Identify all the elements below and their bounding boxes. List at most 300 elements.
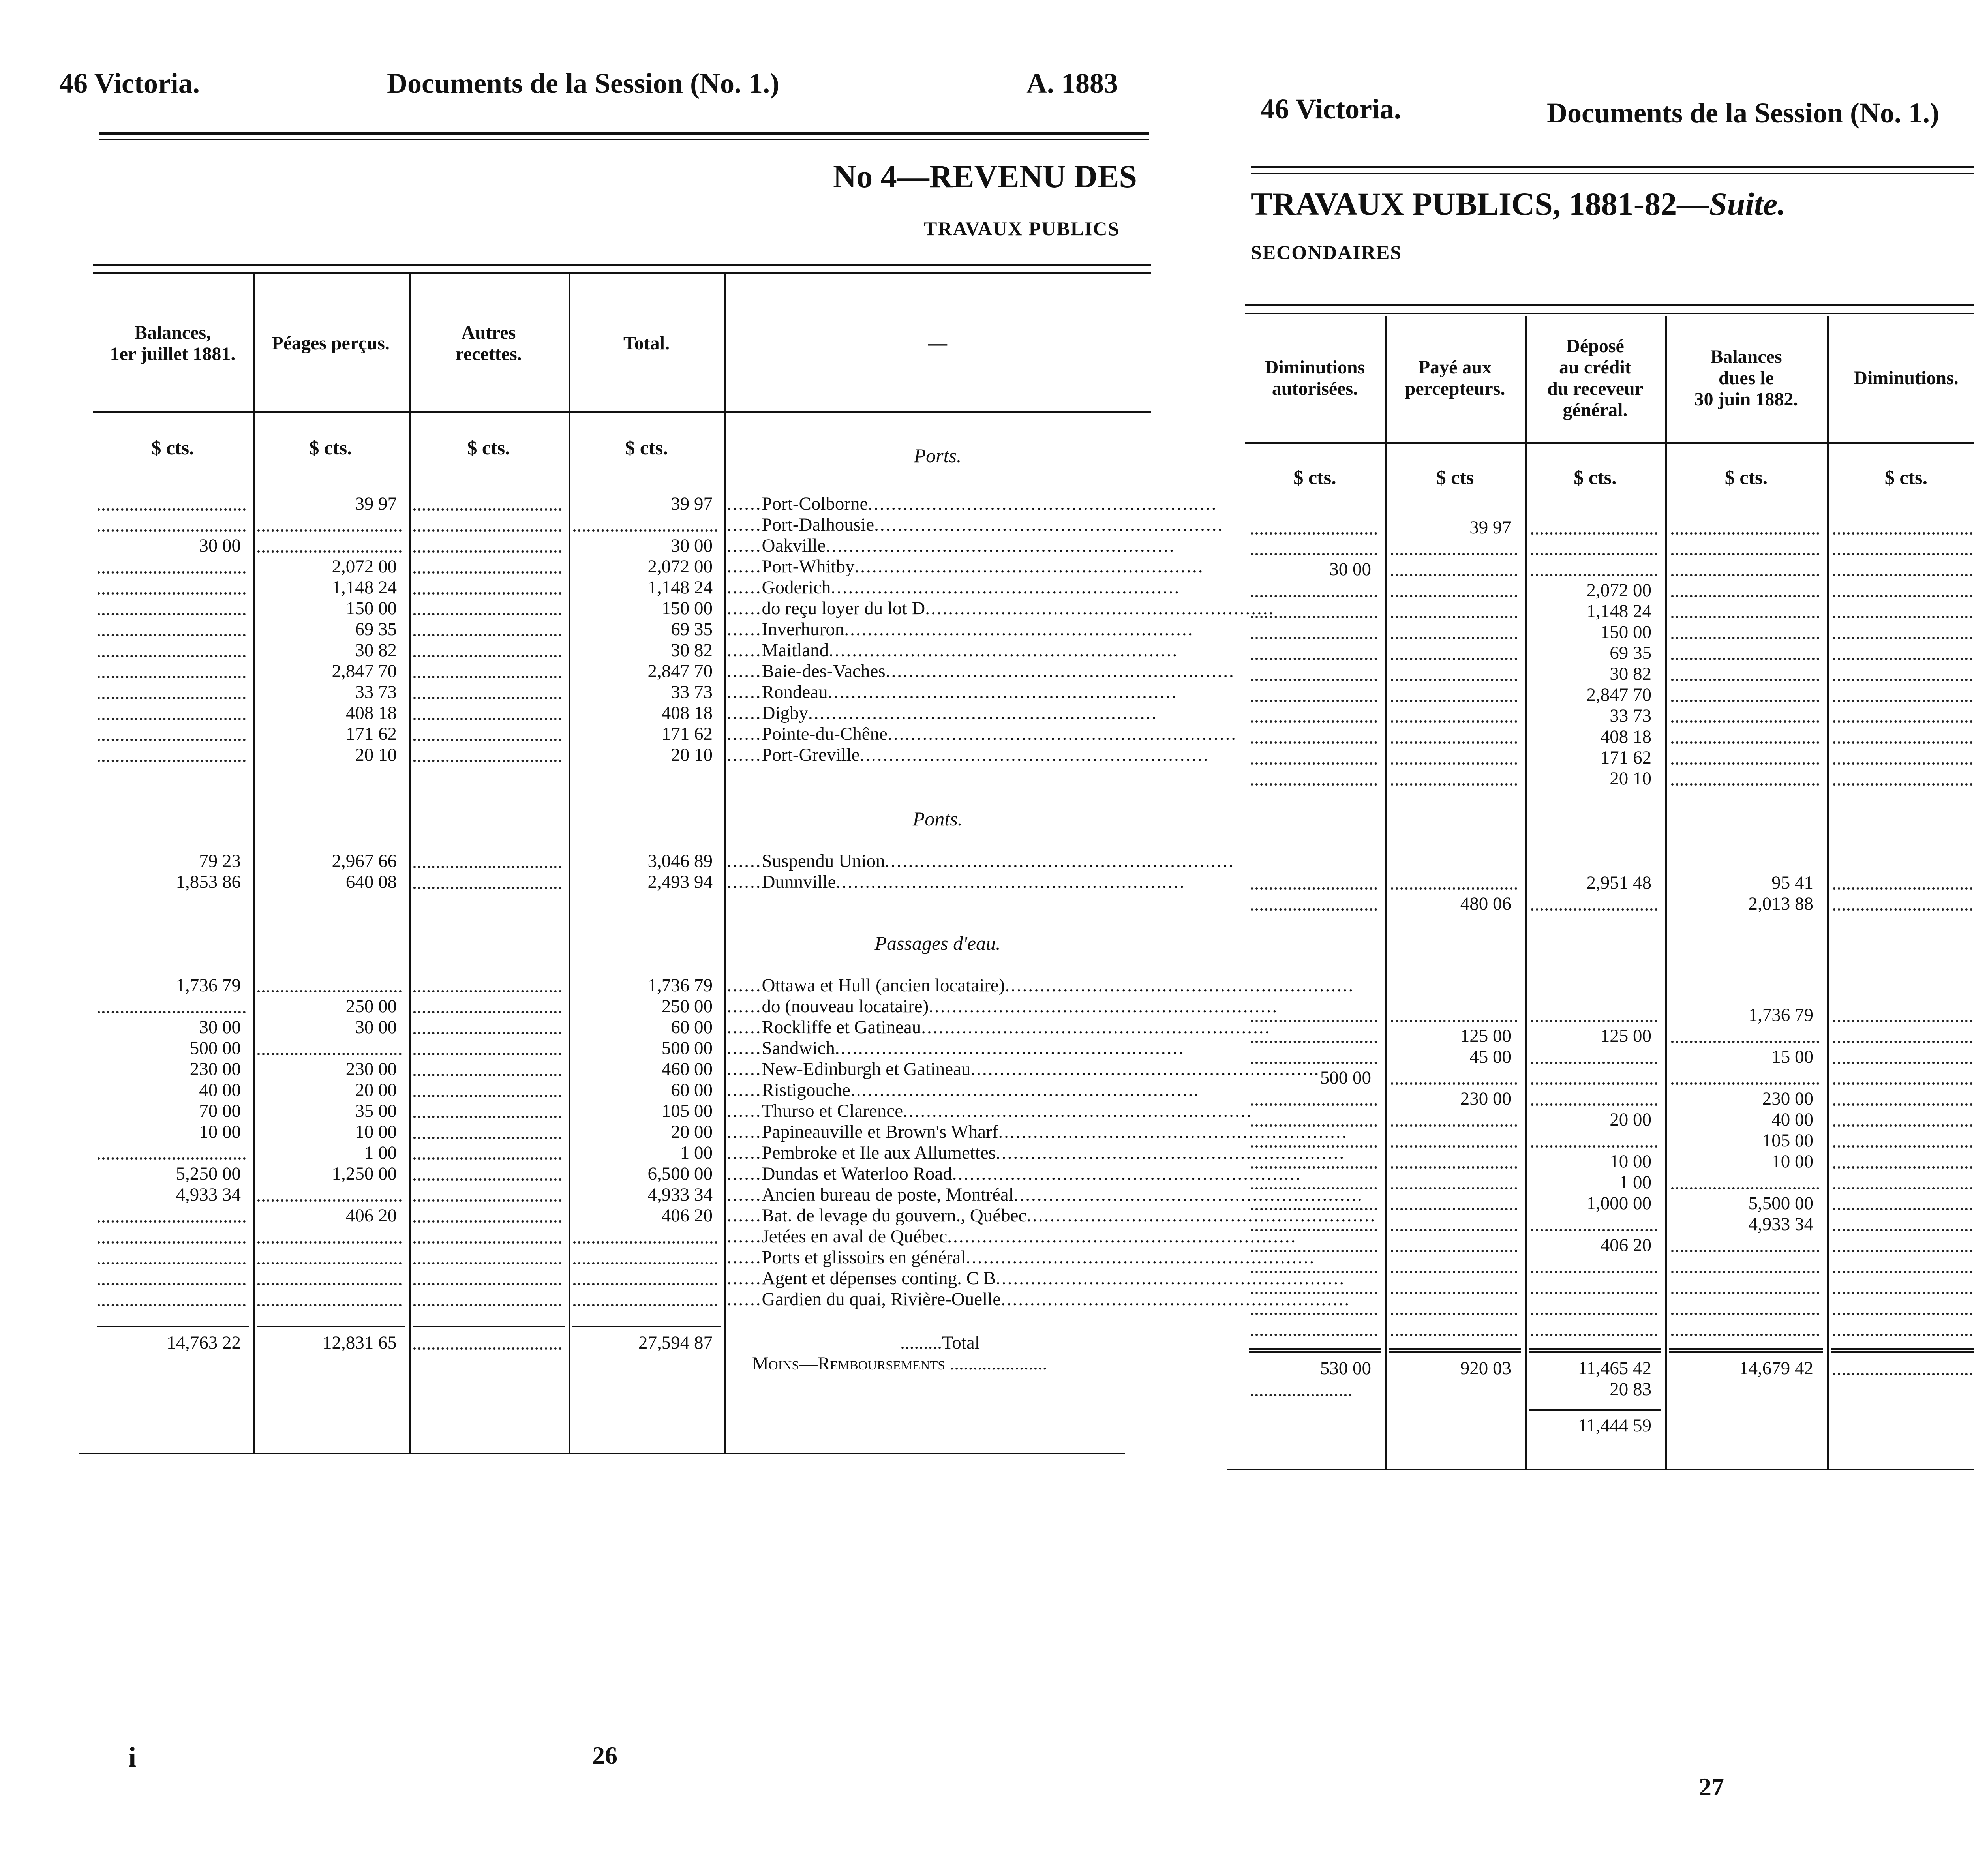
- right-dot-leader: [1251, 658, 1377, 660]
- left-table-cell: 1,148 24: [332, 577, 397, 598]
- right-dot-leader: [1251, 1229, 1377, 1231]
- left-total-cell: 12,831 65: [323, 1332, 397, 1353]
- right-dot-leader: [1833, 1229, 1974, 1231]
- right-table-cell: 171 62: [1600, 747, 1651, 768]
- left-row-leader: ......: [727, 535, 762, 556]
- left-row-leader: ......: [727, 703, 762, 723]
- left-row-leader: ......: [727, 975, 762, 996]
- left-table-top-rule-2: [93, 272, 1151, 274]
- left-table-cell: 35 00: [355, 1101, 397, 1121]
- left-total-rule: [572, 1323, 721, 1327]
- left-dot-leader: [98, 676, 246, 678]
- left-section-label: Passages d'eau.: [874, 932, 1001, 954]
- right-table-top-rule: [1245, 304, 1974, 306]
- right-dot-leader: [1251, 700, 1377, 702]
- right-dot-leader: [1391, 1334, 1517, 1336]
- right-dot-leader: [1251, 637, 1377, 639]
- left-row-label-text: Suspendu Union: [762, 851, 885, 871]
- left-dot-leader: [413, 1137, 561, 1139]
- right-dot-leader: [1671, 1082, 1819, 1085]
- left-table-cell: 1 00: [680, 1142, 713, 1163]
- right-dot-leader: [1391, 887, 1517, 890]
- left-total-leader: .........: [900, 1332, 942, 1353]
- left-row-label-text: Sandwich: [762, 1038, 835, 1058]
- right-page: [1172, 0, 1974, 1876]
- right-dot-leader: [1391, 741, 1517, 744]
- right-table-cell: 125 00: [1460, 1026, 1511, 1046]
- left-table-cell: 406 20: [661, 1205, 713, 1226]
- right-dot-leader: [1251, 1103, 1377, 1106]
- right-dot-leader: [1391, 700, 1517, 702]
- left-row-leader: ............................................................: [1001, 1289, 1351, 1309]
- left-row-leader: ......: [727, 1289, 762, 1309]
- right-net-depose-cell: 11,444 59: [1578, 1415, 1651, 1436]
- left-row-label-text: Papineauville et Brown's Wharf: [762, 1122, 998, 1142]
- right-column-header: Balances dues le 30 juin 1882.: [1694, 346, 1798, 410]
- right-dot-leader: [1833, 616, 1974, 618]
- left-row-label: [727, 1163, 1302, 1184]
- right-header-rule: [1251, 166, 1974, 168]
- right-dot-leader: [1251, 720, 1377, 723]
- left-dot-leader: [413, 655, 561, 657]
- left-row-label-text: Rockliffe et Gatineau: [762, 1017, 921, 1037]
- left-header-rule: [99, 132, 1149, 135]
- right-dot-leader: [1251, 783, 1377, 786]
- right-dot-leader: [1833, 658, 1974, 660]
- left-table-cell: 20 10: [671, 745, 713, 765]
- left-table-cell: 20 00: [671, 1122, 713, 1142]
- right-table-cell: 480 06: [1460, 893, 1511, 914]
- right-dot-leader: [1671, 1250, 1819, 1252]
- left-table-cell: 1,736 79: [647, 975, 713, 996]
- left-dot-leader: [413, 550, 561, 553]
- left-row-label: [727, 1101, 1253, 1122]
- right-dot-leader: [1251, 741, 1377, 744]
- left-row-label: [727, 872, 1186, 893]
- left-table-cell: 2,072 00: [647, 556, 713, 577]
- left-table-cell: 60 00: [671, 1017, 713, 1037]
- left-row-leader: ......: [727, 640, 762, 660]
- left-table-cell: 500 00: [661, 1038, 713, 1058]
- right-dot-leader: [1833, 741, 1974, 744]
- right-dot-leader: [1833, 1292, 1974, 1294]
- left-row-leader: ............................................................: [998, 1122, 1348, 1142]
- left-row-leader: ............................................................: [885, 661, 1235, 681]
- left-row-leader: ............................................................: [850, 1080, 1200, 1100]
- left-dot-leader: [413, 887, 561, 889]
- left-table-cell: 230 00: [345, 1059, 397, 1079]
- left-row-leader: ............................................................: [1026, 1205, 1376, 1226]
- left-table-cell: 30 00: [199, 535, 241, 556]
- right-table-cell: 406 20: [1600, 1235, 1651, 1255]
- right-dot-leader: [1391, 1250, 1517, 1252]
- right-dot-leader: [1833, 700, 1974, 702]
- left-row-label-text: Ristigouche: [762, 1080, 851, 1100]
- right-dot-leader: [1833, 1020, 1974, 1022]
- right-table-cell: 1,000 00: [1586, 1193, 1651, 1214]
- right-dot-leader: [1251, 616, 1377, 618]
- left-header-year: A. 1883: [1026, 68, 1118, 99]
- right-table-cell: 15 00: [1771, 1047, 1813, 1067]
- right-dot-leader: [1251, 1187, 1377, 1189]
- left-table-cell: 6,500 00: [647, 1163, 713, 1184]
- left-row-label-text: do reçu loyer du lot D: [762, 598, 925, 619]
- right-header-rule-2: [1251, 173, 1974, 174]
- left-row-label: [727, 661, 1235, 682]
- right-total-cell: 530 00: [1320, 1358, 1371, 1379]
- left-title: No 4—REVENU DES: [833, 158, 1137, 194]
- left-row-leader: ............................................................: [874, 514, 1224, 535]
- right-column-divider: [1827, 316, 1829, 1469]
- left-row-leader: ......: [727, 1205, 762, 1226]
- left-row-leader: ......: [727, 1059, 762, 1079]
- left-column-header: Péages perçus.: [272, 333, 390, 354]
- left-dot-leader: [98, 508, 246, 511]
- left-row-label: [727, 682, 1177, 703]
- left-table-cell: 10 00: [355, 1122, 397, 1142]
- right-dot-leader: [1251, 532, 1377, 535]
- right-total-cell: 920 03: [1460, 1358, 1511, 1379]
- right-header-session: Documents de la Session (No. 1.): [1547, 97, 1940, 129]
- left-dot-leader: [98, 592, 246, 595]
- left-table-top-rule: [93, 264, 1151, 266]
- right-dot-leader: [1671, 1041, 1819, 1043]
- left-row-label: [727, 640, 1178, 661]
- right-remboursement-cell: 20 83: [1610, 1379, 1651, 1399]
- right-dot-leader: [1531, 1292, 1657, 1294]
- left-row-leader: ............................................................: [929, 996, 1278, 1017]
- left-row-label: [727, 556, 1204, 577]
- right-table-cell: 1 00: [1619, 1172, 1651, 1193]
- right-dot-leader: [1391, 1082, 1517, 1085]
- left-total-cell: 14,763 22: [167, 1332, 241, 1353]
- right-dot-leader: [1391, 1145, 1517, 1148]
- left-row-label: [727, 996, 1278, 1017]
- right-table-top-rule-2: [1245, 313, 1974, 314]
- left-row-leader: ............................................................: [854, 556, 1204, 577]
- right-dot-leader: [1391, 1229, 1517, 1231]
- right-table-cell: 2,013 88: [1748, 893, 1813, 914]
- left-dot-leader: [413, 1283, 561, 1285]
- left-row-label: [727, 1017, 1271, 1038]
- right-dot-leader: [1833, 1103, 1974, 1106]
- left-row-label-text: Ports et glissoirs en général: [762, 1247, 966, 1268]
- left-table-cell: 2,847 70: [647, 661, 713, 681]
- right-dot-leader: [1391, 616, 1517, 618]
- left-dot-leader: [98, 571, 246, 574]
- left-row-label-text: Gardien du quai, Rivière-Ouelle: [762, 1289, 1001, 1309]
- left-row-label-text: Inverhuron: [762, 619, 844, 640]
- left-row-label: [727, 1289, 1351, 1310]
- right-total-rule: [1249, 1348, 1381, 1353]
- right-dot-leader: [1391, 1020, 1517, 1022]
- left-table-cell: 500 00: [190, 1038, 241, 1058]
- left-table-cell: 39 97: [671, 493, 713, 514]
- left-table-cell: 150 00: [661, 598, 713, 619]
- left-row-leader: ......: [727, 996, 762, 1017]
- left-dot-leader: [98, 613, 246, 615]
- left-table-cell: 408 18: [661, 703, 713, 723]
- left-row-label-text: Baie-des-Vaches: [762, 661, 886, 681]
- right-table-cell: 45 00: [1469, 1047, 1511, 1067]
- left-dot-leader: [413, 760, 561, 762]
- right-dot-leader: [1833, 679, 1974, 681]
- right-table-cell: 5,500 00: [1748, 1193, 1813, 1214]
- left-row-label-text: Digby: [762, 703, 808, 723]
- right-dot-leader: [1391, 720, 1517, 723]
- left-table-cell: 60 00: [671, 1080, 713, 1100]
- left-row-leader: ......: [727, 745, 762, 765]
- right-dot-leader: [1671, 700, 1819, 702]
- right-dot-leader: [1833, 1062, 1974, 1064]
- left-dot-leader: [413, 613, 561, 615]
- left-row-leader: ............................................................: [808, 703, 1158, 723]
- left-row-leader: ......: [727, 619, 762, 640]
- right-table-cell: 2,847 70: [1586, 685, 1651, 705]
- right-dot-leader: [1531, 908, 1657, 911]
- right-table-cell: 2,951 48: [1586, 872, 1651, 893]
- right-dot-leader: [1531, 1082, 1657, 1085]
- left-table-cell: 4,933 34: [176, 1184, 241, 1205]
- right-dot-leader: [1833, 1187, 1974, 1189]
- left-row-label-text: Port-Colborne: [762, 493, 868, 514]
- left-row-label: [727, 1059, 1320, 1080]
- right-dot-leader: [1531, 574, 1657, 576]
- left-dot-leader: [98, 634, 246, 636]
- left-row-label: [727, 1080, 1200, 1101]
- left-table-cell: 171 62: [661, 724, 713, 744]
- left-dot-leader: [413, 1074, 561, 1076]
- right-dot-leader: [1251, 1145, 1377, 1148]
- left-dot-leader: [413, 739, 561, 741]
- left-row-leader: ............................................................: [925, 598, 1275, 619]
- right-dot-leader: [1671, 637, 1819, 639]
- left-row-label: [727, 598, 1275, 619]
- right-dot-leader: [1251, 908, 1377, 911]
- right-dot-leader: [1833, 783, 1974, 786]
- right-dot-leader: [1833, 1082, 1974, 1085]
- left-row-leader: ......: [727, 1142, 762, 1163]
- left-row-label: [727, 1142, 1345, 1163]
- left-table-cell: 3,046 89: [647, 851, 713, 871]
- left-header-rule-2: [99, 139, 1149, 140]
- left-dot-leader: [413, 1178, 561, 1181]
- right-dot-leader: [1531, 532, 1657, 535]
- right-dot-leader: [1833, 595, 1974, 597]
- right-table-cell: 40 00: [1771, 1109, 1813, 1130]
- right-dot-leader: [1391, 1124, 1517, 1127]
- left-row-label-text: Oakville: [762, 535, 826, 556]
- left-row-label: [727, 851, 1235, 872]
- right-dot-leader: [1391, 783, 1517, 786]
- left-table-cell: 408 18: [345, 703, 397, 723]
- left-dot-leader: [98, 1283, 246, 1285]
- left-dot-leader: [257, 1199, 402, 1202]
- right-column-unit: $ cts.: [1724, 466, 1768, 488]
- right-dot-leader: [1671, 720, 1819, 723]
- left-row-leader: ............................................................: [903, 1101, 1253, 1121]
- left-row-label-text: Ottawa et Hull (ancien locataire): [762, 975, 1005, 996]
- left-table-cell: 406 20: [345, 1205, 397, 1226]
- left-table-cell: 1 00: [364, 1142, 397, 1163]
- right-table-cell: 30 82: [1610, 664, 1651, 684]
- right-head-bottom-rule: [1245, 442, 1974, 444]
- right-dot-leader: [1391, 1208, 1517, 1210]
- left-row-label: [727, 1268, 1345, 1289]
- right-dot-leader: [1251, 1166, 1377, 1169]
- left-table-cell: 1,148 24: [647, 577, 713, 598]
- right-dot-leader: [1531, 1020, 1657, 1022]
- right-subtitle: SECONDAIRES: [1251, 241, 1402, 263]
- left-subtitle: TRAVAUX PUBLICS: [924, 218, 1120, 240]
- right-dot-leader: [1833, 1124, 1974, 1127]
- right-dot-leader: [1531, 1103, 1657, 1106]
- right-dot-leader: [1531, 1334, 1657, 1336]
- left-row-leader: ............................................................: [831, 577, 1180, 598]
- left-dot-leader: [257, 1241, 402, 1244]
- right-dot-leader: [1671, 595, 1819, 597]
- left-table-cell: 30 82: [355, 640, 397, 660]
- right-column-unit: $ cts: [1436, 466, 1474, 488]
- left-dot-leader: [98, 697, 246, 699]
- right-dot-leader: [1391, 679, 1517, 681]
- right-dot-leader: [1833, 1145, 1974, 1148]
- right-dot-leader: [1671, 616, 1819, 618]
- left-dot-leader: [413, 529, 561, 532]
- left-row-leader: ......: [727, 851, 762, 871]
- right-table-cell: 69 35: [1610, 643, 1651, 663]
- left-total-cell: 27,594 87: [638, 1332, 713, 1353]
- left-row-leader: ............................................................: [952, 1163, 1302, 1184]
- left-table-cell: 33 73: [355, 682, 397, 702]
- left-row-label-text: Port-Dalhousie: [762, 514, 874, 535]
- left-table-cell: 150 00: [345, 598, 397, 619]
- right-dot-leader: [1391, 1313, 1517, 1315]
- right-dot-leader: [1671, 553, 1819, 555]
- right-dot-leader: [1251, 679, 1377, 681]
- left-row-leader: ......: [727, 724, 762, 744]
- right-dot-leader: [1671, 1334, 1819, 1336]
- left-dot-leader: [413, 1304, 561, 1306]
- left-row-leader: ............................................................: [888, 724, 1237, 744]
- right-table-cell: 20 10: [1610, 768, 1651, 789]
- left-header-session: Documents de la Session (No. 1.): [387, 68, 780, 99]
- left-row-label: [727, 1247, 1315, 1268]
- left-dot-leader: [413, 990, 561, 992]
- left-row-label: [727, 745, 1209, 765]
- left-table-cell: 69 35: [355, 619, 397, 640]
- left-table-cell: 250 00: [345, 996, 397, 1017]
- right-total-cell: 14,679 42: [1739, 1358, 1813, 1379]
- left-dot-leader: [413, 508, 561, 511]
- right-table-cell: 4,933 34: [1748, 1214, 1813, 1234]
- left-dot-leader: [98, 529, 246, 532]
- left-dot-leader: [257, 1283, 402, 1285]
- left-dot-leader: [413, 718, 561, 720]
- left-row-leader: ............................................................: [970, 1059, 1320, 1079]
- left-total-rule: [97, 1323, 249, 1327]
- right-dot-leader: [1671, 762, 1819, 765]
- left-head-bottom-rule: [93, 411, 1151, 413]
- right-column-header: Diminutions.: [1854, 367, 1959, 388]
- left-column-header: Autres recettes.: [455, 322, 522, 364]
- right-dot-leader: [1833, 1041, 1974, 1043]
- left-row-leader: ............................................................: [859, 745, 1209, 765]
- left-table-cell: 1,250 00: [332, 1163, 397, 1184]
- right-dot-leader: [1671, 783, 1819, 786]
- left-row-label: [727, 703, 1158, 724]
- left-dot-leader: [413, 1032, 561, 1034]
- right-dot-leader: [1251, 1062, 1377, 1064]
- right-dot-leader: [1391, 1166, 1517, 1169]
- left-row-label-text: Port-Whitby: [762, 556, 855, 577]
- left-section-label: Ports.: [914, 445, 962, 467]
- right-total-rule: [1389, 1348, 1521, 1353]
- left-total-label: [727, 1332, 1153, 1353]
- right-total-rule: [1529, 1348, 1661, 1353]
- left-row-leader: ............................................................: [826, 535, 1175, 556]
- left-table-cell: 2,847 70: [332, 661, 397, 681]
- left-dot-leader: [98, 1157, 246, 1160]
- left-dot-leader: [413, 1157, 561, 1160]
- left-column-header: —: [928, 333, 947, 354]
- right-dot-leader: [1833, 887, 1974, 890]
- left-column-unit: $ cts.: [309, 437, 352, 459]
- left-row-leader: ......: [727, 661, 762, 681]
- left-table-cell: 460 00: [661, 1059, 713, 1079]
- right-column-header: Payé aux percepteurs.: [1405, 356, 1505, 399]
- right-dot-leader: [1251, 887, 1377, 890]
- right-dot-leader: [1251, 1124, 1377, 1127]
- right-column-unit: $ cts.: [1884, 466, 1928, 488]
- right-table-cell: 10 00: [1610, 1151, 1651, 1172]
- right-dot-leader: [1833, 1334, 1974, 1336]
- left-dot-leader: [413, 1262, 561, 1264]
- right-dot-leader: [1391, 553, 1517, 555]
- right-dot-leader: [1391, 1292, 1517, 1294]
- left-dot-leader: [413, 1095, 561, 1097]
- right-dot-leader: [1531, 1062, 1657, 1064]
- left-row-leader: ............................................................: [921, 1017, 1271, 1037]
- left-row-label-text: Dunnville: [762, 872, 836, 892]
- left-total-rule: [257, 1323, 405, 1327]
- left-table-cell: 10 00: [199, 1122, 241, 1142]
- left-row-leader: ............................................................: [829, 640, 1178, 660]
- left-dot-leader: [257, 529, 402, 532]
- left-row-leader: ......: [727, 598, 762, 619]
- left-row-label-text: Maitland: [762, 640, 829, 660]
- left-row-leader: ......: [727, 1122, 762, 1142]
- left-table-cell: 30 00: [671, 535, 713, 556]
- left-row-label: [727, 1226, 1297, 1247]
- right-dot-leader: [1833, 1250, 1974, 1252]
- left-row-leader: ......: [727, 514, 762, 535]
- right-table-cell: 20 00: [1610, 1109, 1651, 1130]
- left-dot-leader: [98, 739, 246, 741]
- left-row-leader: ............................................................: [828, 682, 1177, 702]
- left-column-unit: $ cts.: [151, 437, 194, 459]
- left-dot-leader: [98, 1011, 246, 1013]
- right-dot-leader: [1833, 553, 1974, 555]
- left-table-cell: 640 08: [345, 872, 397, 892]
- left-dot-leader: [413, 592, 561, 595]
- left-row-label: [727, 1122, 1348, 1142]
- left-table-cell: 1,853 86: [176, 872, 241, 892]
- left-table-cell: 2,967 66: [332, 851, 397, 871]
- left-row-leader: ............................................................: [836, 872, 1186, 892]
- left-row-label: [727, 493, 1218, 514]
- right-dot-leader: [1391, 574, 1517, 576]
